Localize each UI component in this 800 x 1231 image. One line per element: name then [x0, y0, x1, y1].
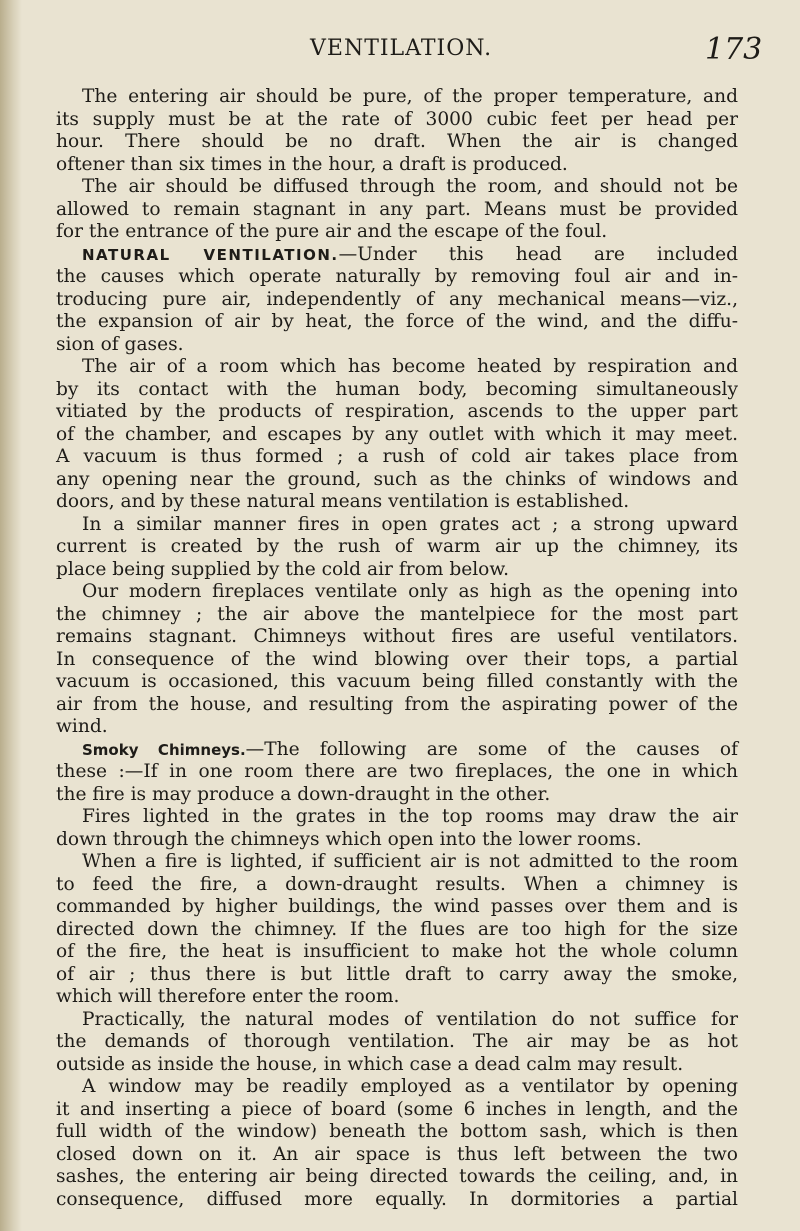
text-line: A window may be readily employed as a ventilator by opening [82, 1076, 738, 1097]
running-head [0, 32, 800, 72]
text-line: it and inserting a piece of board (some 6 inches in length, and the [56, 1098, 738, 1120]
body-text [56, 86, 738, 1211]
running-title: VENTILATION. [310, 36, 493, 61]
text-line: place being supplied by the cold air from below. [56, 558, 509, 580]
text-line: closed down on it. An air space is thus left between the two [56, 1143, 738, 1165]
paragraph [56, 86, 738, 176]
text-line: The air of a room which has become heated by respiration and [82, 356, 738, 377]
text-line: sashes, the entering air being directed towards the ceiling, and, in [56, 1166, 738, 1187]
text-line: allowed to remain stagnant in any part. Means must be provided [56, 198, 738, 220]
text-line: down through the chimneys which open into the lower rooms. [56, 828, 642, 850]
text-line: current is created by the rush of warm air up the chimney, its [56, 536, 738, 557]
paragraph [56, 581, 738, 739]
text-line: vacuum is occasioned, this vacuum being filled constantly with the [56, 671, 738, 692]
section-heading-natural-ventilation: NATURAL VENTILATION. [82, 245, 339, 264]
text-line: the expansion of air by heat, the force of the wind, and the diffu- [56, 311, 738, 332]
text-line: directed down the chimney. If the flues are too high for the size [56, 918, 738, 940]
text-line: for the entrance of the pure air and the escape of the foul. [56, 221, 608, 242]
paragraph [56, 356, 738, 514]
text-line: the fire is may produce a down-draught in the other. [56, 783, 551, 805]
paragraph [56, 806, 738, 851]
text-line: The air should be diffused through the room, and should not be [82, 176, 738, 197]
text-line: any opening near the ground, such as the chinks of windows and [56, 468, 738, 490]
text-line: The entering air should be pure, of the proper temperature, and [82, 86, 738, 107]
section-heading-smoky-chimneys: Smoky Chimneys. [82, 740, 246, 759]
text-line [56, 739, 738, 762]
paragraph [56, 851, 738, 1009]
text-line: doors, and by these natural means ventilation is established. [56, 491, 630, 512]
text-line: to feed the fire, a down-draught results. When a chimney is [56, 873, 738, 895]
paragraph [56, 244, 738, 357]
paragraph [56, 176, 738, 244]
text-fragment: —Under this head are included [338, 243, 739, 265]
text-line: by its contact with the human body, becoming simultaneously [56, 378, 738, 400]
text-line: the chimney ; the air above the mantelpiece for the most part [56, 603, 738, 625]
text-line: of the chamber, and escapes by any outlet with which it may meet. [56, 423, 738, 445]
text-line [56, 244, 738, 267]
text-line: Fires lighted in the grates in the top rooms may draw the air [82, 806, 738, 827]
text-line: Practically, the natural modes of ventilation do not suffice for [82, 1008, 738, 1030]
text-line: sion of gases. [56, 333, 184, 355]
text-line: hour. There should be no draft. When the air is changed [56, 131, 738, 152]
text-line: of the fire, the heat is insufficient to make hot the whole column [56, 941, 738, 962]
text-line: consequence, diffused more equally. In dormitories a partial [56, 1188, 738, 1210]
page-number: 173 [705, 32, 763, 67]
text-fragment: —The following are some of the causes of [245, 738, 738, 760]
text-line: these :—If in one room there are two fireplaces, the one in which [56, 761, 738, 782]
paragraph [56, 1009, 738, 1077]
text-line: the demands of thorough ventilation. The air may be as hot [56, 1031, 738, 1052]
paragraph [56, 739, 738, 807]
text-line: outside as inside the house, in which case a dead calm may result. [56, 1053, 684, 1075]
text-line: wind. [56, 716, 108, 737]
text-line: Our modern fireplaces ventilate only as high as the opening into [82, 581, 738, 602]
text-line: In consequence of the wind blowing over their tops, a partial [56, 648, 738, 670]
text-line: commanded by higher buildings, the wind passes over them and is [56, 896, 738, 917]
text-line: air from the house, and resulting from the aspirating power of the [56, 693, 738, 715]
text-line: A vacuum is thus formed ; a rush of cold air takes place from [56, 446, 738, 467]
text-line: vitiated by the products of respiration, ascends to the upper part [56, 401, 738, 422]
text-line: oftener than six times in the hour, a draft is produced. [56, 153, 568, 175]
text-line: its supply must be at the rate of 3000 cubic feet per head per [56, 108, 738, 130]
text-line: When a fire is lighted, if sufficient air is not admitted to the room [82, 851, 738, 872]
paragraph [56, 514, 738, 582]
text-line: troducing pure air, independently of any mechanical means—viz., [56, 288, 738, 310]
text-line: full width of the window) beneath the bottom sash, which is then [56, 1121, 738, 1142]
text-line: which will therefore enter the room. [56, 986, 400, 1007]
text-line: remains stagnant. Chimneys without fires are useful ventilators. [56, 626, 738, 647]
text-line: In a similar manner fires in open grates act ; a strong upward [82, 513, 738, 535]
text-line: the causes which operate naturally by removing foul air and in- [56, 266, 738, 287]
page-spine-shadow [0, 0, 22, 1231]
text-line: of air ; thus there is but little draft to carry away the smoke, [56, 963, 738, 985]
paragraph [56, 1076, 738, 1211]
